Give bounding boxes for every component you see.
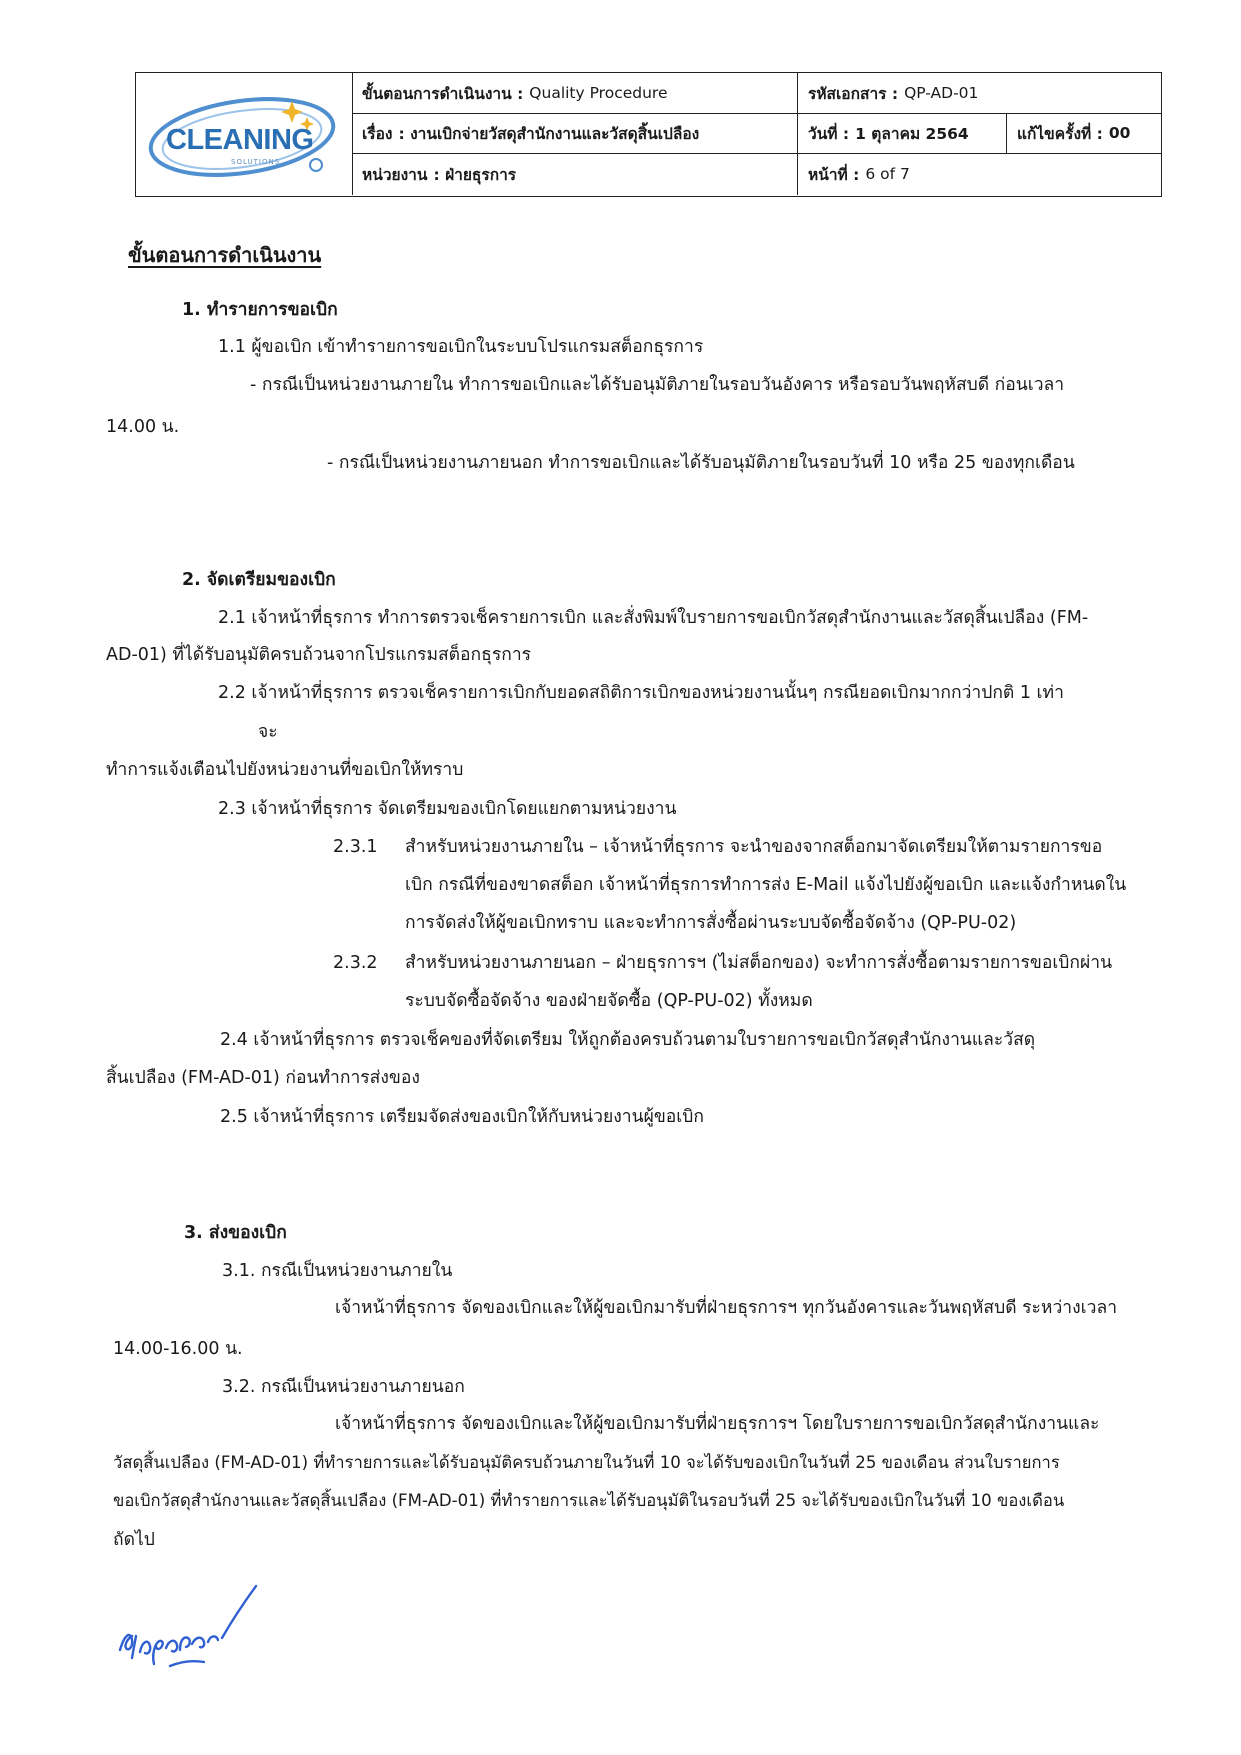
date-label: วันที่ : (808, 124, 850, 143)
page-number-label: หน้าที่ : (808, 165, 860, 184)
step-2-3-1-line3: การจัดส่งให้ผู้ขอเบิกทราบ และจะทำการสั่งซื้อผ่านระบบจัดซื้อจัดจ้าง (QP-PU-02) (405, 913, 1017, 933)
step-3-2-line4: ถัดไป (113, 1530, 155, 1550)
step-2-2: 2.2 เจ้าหน้าที่ธุรการ ตรวจเช็ครายการเบิกกับยอดสถิติการเบิกของหน่วยงานนั้นๆ กรณียอดเบิกมากกว่าปกติ 1 เท่า (218, 683, 1064, 703)
step-3-2-line1: เจ้าหน้าที่ธุรการ จัดของเบิกและให้ผู้ขอเบิกมารับที่ฝ่ายธุรการฯ โดยใบรายการขอเบิกวัสดุสำนักงานและ (335, 1414, 1100, 1434)
step-2-1-cont: AD-01) ที่ได้รับอนุมัติครบถ้วนจากโปรแกรมสต็อกธุรการ (106, 645, 532, 665)
step-2-5: 2.5 เจ้าหน้าที่ธุรการ เตรียมจัดส่งของเบิกให้กับหน่วยงานผู้ขอเบิก (220, 1107, 704, 1127)
header-row-2 (352, 113, 1161, 154)
section-3-title: 3. ส่งของเบิก (184, 1223, 287, 1243)
step-1-1: 1.1 ผู้ขอเบิก เข้าทำรายการขอเบิกในระบบโปรแกรมสต็อกธุรการ (218, 337, 704, 357)
step-1-1-external: - กรณีเป็นหน่วยงานภายนอก ทำการขอเบิกและได้รับอนุมัติภายในรอบวันที่ 10 หรือ 25 ของทุกเดือน (327, 453, 1075, 473)
step-3-1-line2: 14.00-16.00 น. (113, 1339, 243, 1359)
subject-cell (352, 113, 798, 153)
step-3-1: 3.1. กรณีเป็นหน่วยงานภายใน (222, 1261, 453, 1281)
step-3-2-line2: วัสดุสิ้นเปลือง (FM-AD-01) ที่ทำรายการและได้รับอนุมัติครบถ้วนภายในวันที่ 10 จะได้รับของเบิกในวันที่ 25 ของเดือน ส่วนใบรายการ (113, 1453, 1060, 1472)
date-cell (798, 113, 1006, 153)
logo-wordmark: CLEANING (166, 124, 314, 156)
header-row-1 (352, 73, 1161, 114)
step-2-3-1-line1: สำหรับหน่วยงานภายใน – เจ้าหน้าที่ธุรการ จะนำของจากสต็อกมาจัดเตรียมให้ตามรายการขอ (405, 837, 1103, 857)
step-3-1-line1: เจ้าหน้าที่ธุรการ จัดของเบิกและให้ผู้ขอเบิกมารับที่ฝ่ายธุรการฯ ทุกวันอังคารและวันพฤหัสบดี ระหว่างเวลา (335, 1298, 1118, 1318)
procedure-cell (352, 73, 798, 113)
step-2-4-cont: สิ้นเปลือง (FM-AD-01) ก่อนทำการส่งของ (106, 1068, 420, 1088)
step-2-3-1-number: 2.3.1 (333, 837, 378, 857)
step-1-1-internal-cont: 14.00 น. (106, 417, 180, 437)
sparkle-icon (281, 101, 303, 123)
logo-subtext: SOLUTIONS (231, 158, 281, 166)
header-row-3 (352, 153, 1161, 195)
subject-value: : งานเบิกจ่ายวัสดุสำนักงานและวัสดุสิ้นเปลือง (398, 124, 700, 143)
step-2-4: 2.4 เจ้าหน้าที่ธุรการ ตรวจเช็คของที่จัดเตรียม ให้ถูกต้องครบถ้วนตามใบรายการขอเบิกวัสดุสำนักงานและวัสดุ (220, 1030, 1036, 1050)
document-header-table (135, 72, 1162, 197)
handwritten-signature (110, 1578, 270, 1673)
step-2-2-cont: จะ (258, 722, 278, 742)
subject-label: เรื่อง (362, 124, 393, 143)
company-logo (136, 73, 353, 195)
step-2-3: 2.3 เจ้าหน้าที่ธุรการ จัดเตรียมของเบิกโดยแยกตามหน่วยงาน (218, 799, 677, 819)
doc-code-label: รหัสเอกสาร : (808, 84, 899, 103)
revision-label: แก้ไขครั้งที่ : (1017, 124, 1103, 143)
page-number-value: 6 of 7 (865, 165, 910, 183)
step-2-3-2-line1: สำหรับหน่วยงานภายนอก – ฝ่ายธุรการฯ (ไม่สต็อกของ) จะทำการสั่งซื้อตามรายการขอเบิกผ่าน (405, 953, 1113, 973)
step-3-2-line3: ขอเบิกวัสดุสำนักงานและวัสดุสิ้นเปลือง (FM-AD-01) ที่ทำรายการและได้รับอนุมัติในรอบวันที่ 25 จะได้รับของเบิกในวันที่ 10 ของเดือน (113, 1491, 1065, 1510)
step-2-3-2-number: 2.3.2 (333, 953, 378, 973)
section-1-title: 1. ทำรายการขอเบิก (182, 300, 338, 320)
revision-cell (1006, 113, 1161, 153)
unit-value: : ฝ่ายธุรการ (433, 165, 517, 184)
date-value: 1 ตุลาคม 2564 (855, 124, 969, 143)
doc-code-value: QP-AD-01 (904, 84, 979, 102)
doc-code-cell (798, 73, 1161, 113)
revision-value: 00 (1108, 124, 1131, 142)
unit-cell (352, 153, 798, 195)
step-3-2: 3.2. กรณีเป็นหน่วยงานภายนอก (222, 1377, 465, 1397)
page-number-cell (798, 153, 1161, 195)
step-2-2-cont2: ทำการแจ้งเตือนไปยังหน่วยงานที่ขอเบิกให้ทราบ (106, 760, 464, 780)
main-title: ขั้นตอนการดำเนินงาน (128, 243, 322, 267)
procedure-label: ขั้นตอนการดำเนินงาน : (362, 84, 524, 103)
step-1-1-internal: - กรณีเป็นหน่วยงานภายใน ทำการขอเบิกและได้รับอนุมัติภายในรอบวันอังคาร หรือรอบวันพฤหัสบดี ก่อนเวลา (250, 375, 1065, 395)
step-2-3-2-line2: ระบบจัดซื้อจัดจ้าง ของฝ่ายจัดซื้อ (QP-PU-02) ทั้งหมด (405, 991, 813, 1011)
procedure-value: Quality Procedure (529, 84, 668, 102)
unit-label: หน่วยงาน (362, 165, 428, 184)
step-2-1: 2.1 เจ้าหน้าที่ธุรการ ทำการตรวจเช็ครายการเบิก และสั่งพิมพ์ใบรายการขอเบิกวัสดุสำนักงานและวัสดุสิ้นเปลือง (FM- (218, 608, 1089, 628)
section-2-title: 2. จัดเตรียมของเบิก (182, 570, 336, 590)
step-2-3-1-line2: เบิก กรณีที่ของขาดสต็อก เจ้าหน้าที่ธุรการทำการส่ง E-Mail แจ้งไปยังผู้ขอเบิก และแจ้งกำหนดใน (405, 875, 1127, 895)
